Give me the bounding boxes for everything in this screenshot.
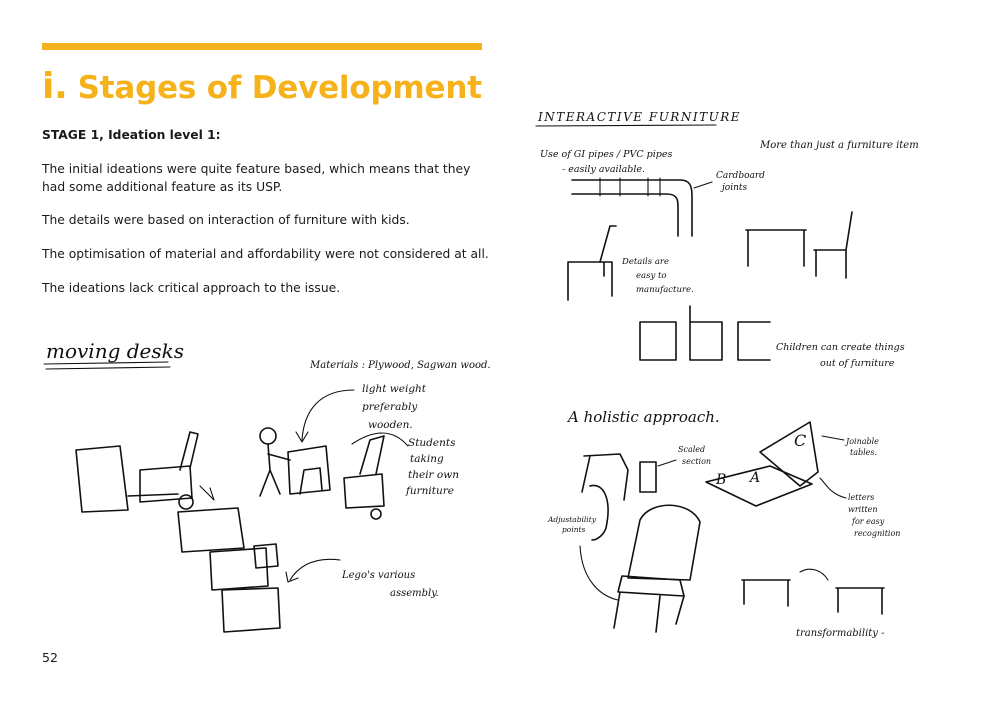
transform-note: transformability - (796, 628, 885, 639)
tables-note-2: tables. (850, 448, 878, 457)
students-line-1: Students (408, 437, 456, 449)
students-line-4: furniture (406, 485, 455, 497)
letter-b-frame (690, 306, 722, 360)
letter-mark-a: A (750, 470, 761, 486)
children-note-1: Children can create things (776, 342, 905, 353)
tables-note-1: Joinable (846, 437, 879, 446)
seats-note-1: Adjustability (548, 515, 596, 524)
letters-note-2: written (848, 505, 878, 514)
students-line-2: taking (410, 453, 444, 465)
paragraph-3: The optimisation of material and affordability were not considered at all. (42, 247, 489, 261)
letter-mark-c: C (794, 431, 807, 450)
student-figure-head (260, 428, 276, 444)
interactive-heading: INTERACTIVE FURNITURE (538, 110, 741, 124)
stacked-block-3 (222, 588, 280, 632)
details-note-3: manufacture. (636, 285, 694, 295)
pipe-table (746, 230, 806, 266)
wheel (179, 495, 193, 509)
transform-table-1 (742, 580, 790, 606)
scaled-section-2 (590, 485, 608, 540)
letters-note-1: letters (848, 493, 875, 502)
arrow (302, 390, 354, 440)
note-line-1: light weight (362, 383, 427, 395)
accent-bar (42, 43, 482, 50)
note-line-2: preferably (362, 401, 418, 413)
big-chair-back (628, 505, 700, 580)
letters-note-3: for easy (852, 517, 885, 526)
interactive-underline (536, 125, 716, 126)
letter-chair-back (760, 422, 818, 486)
title-numeral: i. (42, 66, 68, 107)
scale-note-1: Scaled (678, 445, 706, 454)
students-line-3: their own (408, 469, 459, 481)
desk-block (76, 446, 128, 512)
transform-table-2 (836, 588, 884, 614)
letter-mark-b: B (716, 472, 727, 488)
moving-desks-heading: moving desks (46, 339, 185, 363)
paragraph-2: The details were based on interaction of furniture with kids. (42, 213, 410, 227)
sketch-holistic-approach (520, 400, 990, 650)
pipe-chair (814, 212, 852, 278)
materials-note: Materials : Plywood, Sagwan wood. (310, 360, 491, 371)
joints-note-1: Cardboard (716, 171, 765, 181)
pipe-frame-1 (568, 262, 612, 300)
interactive-subheading: More than just a furniture item (760, 140, 919, 151)
letter-a-frame (640, 322, 676, 360)
big-chair-legs (614, 592, 684, 632)
letter-c-frame (738, 322, 770, 360)
title-text: Stages of Development (77, 70, 482, 106)
details-note-2: easy to (636, 271, 667, 281)
page-number: 52 (42, 650, 58, 665)
sketch-interactive-furniture (520, 100, 990, 400)
assembly-line-1: Lego's various (342, 570, 416, 581)
joints-note-2: joints (722, 183, 748, 193)
children-note-2: out of furniture (820, 358, 895, 369)
stacked-block-1 (178, 508, 244, 552)
scale-note-2: section (682, 457, 712, 466)
pipe-bottom (572, 194, 678, 236)
letters-note-4: recognition (854, 529, 901, 538)
pipes-note-1: Use of GI pipes / PVC pipes (540, 149, 673, 160)
assembly-line-2: assembly. (390, 588, 439, 599)
holistic-heading: A holistic approach. (568, 408, 720, 426)
stacked-block-2 (210, 548, 268, 590)
seats-note-2: points (562, 525, 586, 534)
page-title (42, 66, 482, 107)
note-line-3: wooden. (368, 419, 413, 431)
carried-chair (344, 474, 384, 508)
student-figure-body (260, 444, 290, 496)
paragraph-1: The initial ideations were quite feature based, which means that they had some additional feature as its USP. (42, 162, 471, 194)
pipe-top (572, 180, 692, 236)
stage-heading: STAGE 1, Ideation level 1: (42, 128, 221, 142)
details-note-1: Details are (622, 257, 669, 267)
pipes-note-2: - easily available. (562, 164, 646, 175)
chair-back (180, 432, 198, 470)
paragraph-4: The ideations lack critical approach to the issue. (42, 281, 341, 295)
sketch-moving-desks (0, 320, 500, 650)
